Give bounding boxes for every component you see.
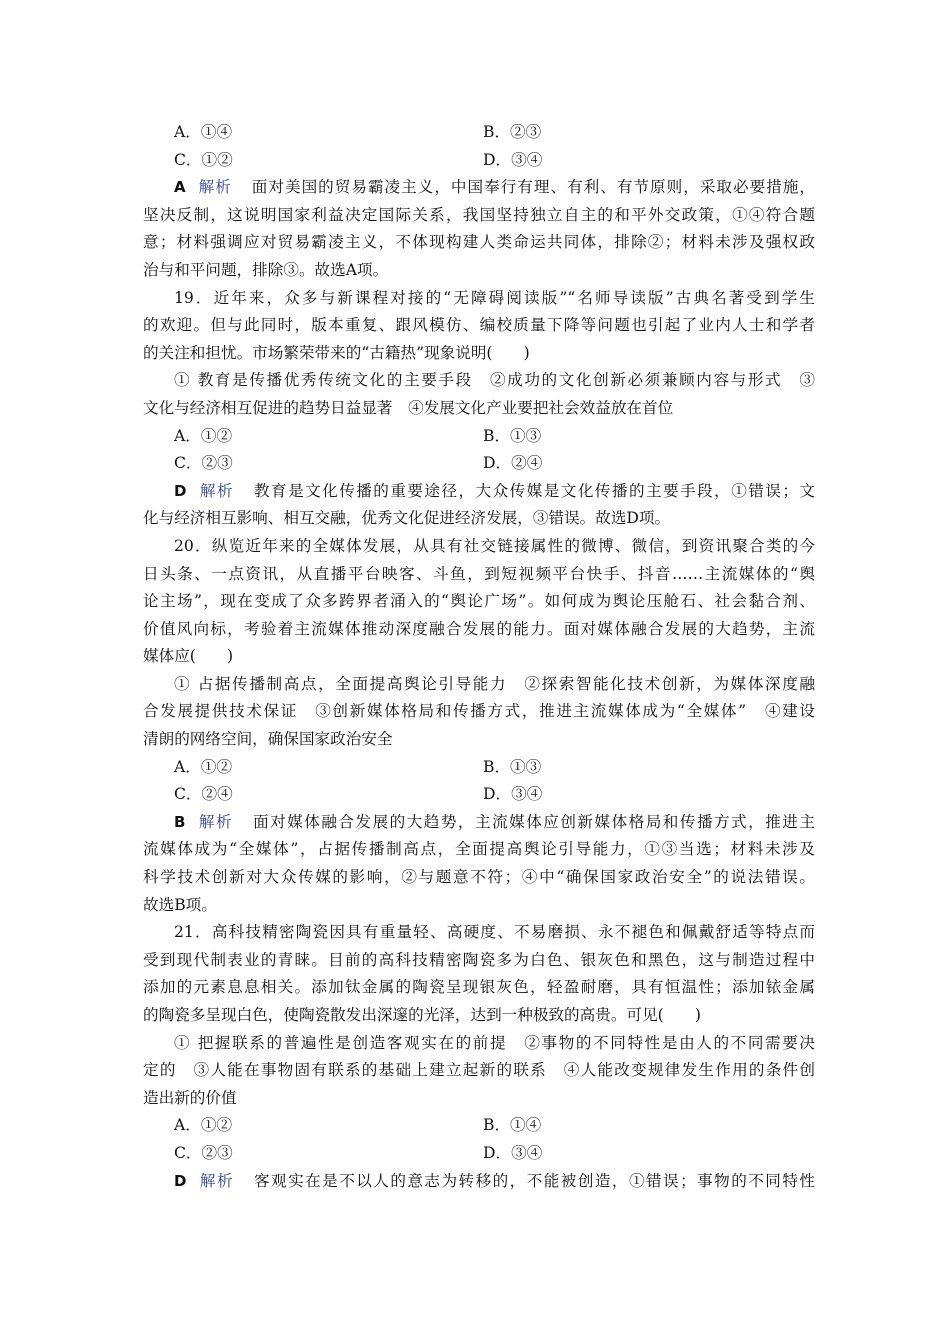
q20-stem-line: 媒体应( ) — [143, 647, 234, 666]
q21-stem-line: 受到现代制表业的青睐。目前的高科技精密陶瓷多为白色、银灰色和黑色，这与制造过程中 — [143, 950, 815, 969]
q21-statement-line: ① 把握联系的普遍性是创造客观实在的前提 ②事物的不同特性是由人的不同需要决 — [174, 1033, 815, 1052]
q20-option-b: B．①③ — [483, 757, 542, 776]
q20-statement-line: ① 占据传播制高点，全面提高舆论引导能力 ②探索智能化技术创新，为媒体深度融 — [174, 674, 815, 693]
q20-stem-line: 日头条、一点资讯，从直播平台映客、斗鱼，到短视频平台快手、抖音……主流媒体的“舆 — [143, 564, 815, 583]
q21-option-a: A．①② — [174, 1116, 233, 1135]
q18-analysis-line: 坚决反制，这说明国家利益决定国际关系，我国坚持独立自主的和平外交政策，①④符合题 — [143, 205, 815, 224]
q20-statement-line: 合发展提供技术保证 ③创新媒体格局和传播方式，推进主流媒体成为“全媒体” ④建设 — [143, 702, 815, 721]
q21-stem-line: 的陶瓷多呈现白色，使陶瓷散发出深邃的光泽，达到一种极致的高贵。可见( ) — [143, 1006, 701, 1024]
q18-analysis-line: 治与和平问题，排除③。故选A项。 — [143, 260, 389, 279]
q18-options-row-1 — [143, 119, 815, 147]
q21-answer: D — [174, 1171, 187, 1190]
q20-stem-line: 价值风向标，考验着主流媒体推动深度融合发展的能力。面对媒体融合发展的大趋势，主流 — [143, 619, 815, 638]
q21-analysis-line: D 解析 客观实在是不以人的意志为转移的，不能被创造，①错误；事物的不同特性 — [174, 1171, 815, 1190]
q18-options-row-2 — [143, 147, 815, 175]
q20-stem-line: 20．纵览近年来的全媒体发展，从具有社交链接属性的微博、微信，到资讯聚合类的今 — [174, 536, 815, 555]
q18-analysis-line: 意；材料强调应对贸易霸凌主义，不体现构建人类命运共同体，排除②；材料未涉及强权政 — [143, 233, 815, 252]
q20-analysis-tag: 解析 — [197, 812, 234, 831]
q19-statement-line: 文化与经济相互促进的趋势日益显著 ④发展文化产业要把社会效益放在首位 — [143, 398, 674, 417]
q20-option-d: D．③④ — [483, 785, 543, 804]
q18-answer: A — [174, 178, 186, 197]
q21-stem-line: 21．高科技精密陶瓷因具有重量轻、高硬度、不易磨损、永不褪色和佩戴舒适等特点而 — [174, 923, 815, 942]
q20-option-c: C．②④ — [174, 785, 233, 804]
q21-option-c: C．②③ — [174, 1143, 233, 1162]
q18-analysis-tag: 解析 — [197, 178, 232, 197]
q21-option-b: B．①④ — [483, 1116, 542, 1135]
q19-analysis-line: D 解析 教育是文化传播的重要途径，大众传媒是文化传播的主要手段，①错误；文 — [174, 481, 815, 500]
q21-statement-line: 定的 ③人能在事物固有联系的基础上建立起新的联系 ④人能改变规律发生作用的条件创 — [143, 1061, 815, 1080]
q19-options-row-2 — [143, 450, 815, 478]
q19-analysis-line: 化与经济相互影响、相互交融，优秀文化促进经济发展，③错误。故选D项。 — [143, 509, 671, 528]
q19-statement-line: ① 教育是传播优秀传统文化的主要手段 ②成功的文化创新必须兼顾内容与形式 ③ — [174, 371, 815, 390]
q21-options-row-1 — [143, 1112, 815, 1140]
q20-options-row-1 — [143, 754, 815, 782]
q18-option-d: D．③④ — [483, 150, 543, 169]
q19-option-b: B．①③ — [483, 426, 542, 445]
q19-options-row-1 — [143, 423, 815, 451]
page-content — [143, 119, 815, 1195]
q20-options-row-2 — [143, 781, 815, 809]
q21-statement-line: 造出新的价值 — [143, 1088, 237, 1107]
q20-analysis-line: 科学技术创新对大众传媒的影响，②与题意不符；④中“确保国家政治安全”的说法错误。 — [143, 868, 815, 887]
q18-option-b: B．②③ — [483, 123, 542, 141]
q20-analysis-line: 流媒体成为“全媒体”，占据传播制高点，全面提高舆论引导能力，①③当选；材料未涉及 — [143, 840, 815, 859]
q19-option-d: D．②④ — [483, 454, 543, 473]
q20-analysis-line: 故选B项。 — [143, 895, 217, 914]
q21-options-row-2 — [143, 1140, 815, 1168]
q18-option-a: A．①④ — [174, 123, 233, 141]
q20-answer: B — [174, 812, 186, 831]
q19-stem-line: 19．近年来，众多与新课程对接的“无障碍阅读版”“名师导读版”古典名著受到学生 — [174, 288, 815, 307]
q21-option-d: D．③④ — [483, 1143, 543, 1162]
q20-analysis-line: B 解析 面对媒体融合发展的大趋势，主流媒体应创新媒体格局和传播方式，推进主 — [174, 812, 815, 831]
q18-analysis-line: A 解析 面对美国的贸易霸凌主义，中国奉行有理、有利、有节原则，采取必要措施， — [174, 178, 815, 197]
q18-option-c: C．①② — [174, 150, 233, 169]
q19-option-c: C．②③ — [174, 454, 233, 473]
q19-option-a: A．①② — [174, 426, 233, 445]
q21-stem-line: 添加的元素息息相关。添加钛金属的陶瓷呈现银灰色，轻盈耐磨，具有恒温性；添加铱金属 — [143, 978, 815, 997]
q21-analysis-tag: 解析 — [198, 1171, 234, 1190]
q19-stem-line: 的关注和担忧。市场繁荣带来的“古籍热”现象说明( ) — [143, 343, 530, 362]
q20-statement-line: 清朗的网络空间，确保国家政治安全 — [143, 730, 393, 749]
q19-answer: D — [174, 481, 187, 500]
q19-analysis-tag: 解析 — [198, 481, 234, 500]
q20-option-a: A．①② — [174, 757, 233, 776]
q19-stem-line: 的欢迎。但与此同时，版本重复、跟风模仿、编校质量下降等问题也引起了业内人士和学者 — [143, 316, 815, 335]
q20-stem-line: 论主场”，现在变成了众多跨界者涌入的“舆论广场”。如何成为舆论压舱石、社会黏合剂、 — [143, 592, 815, 611]
